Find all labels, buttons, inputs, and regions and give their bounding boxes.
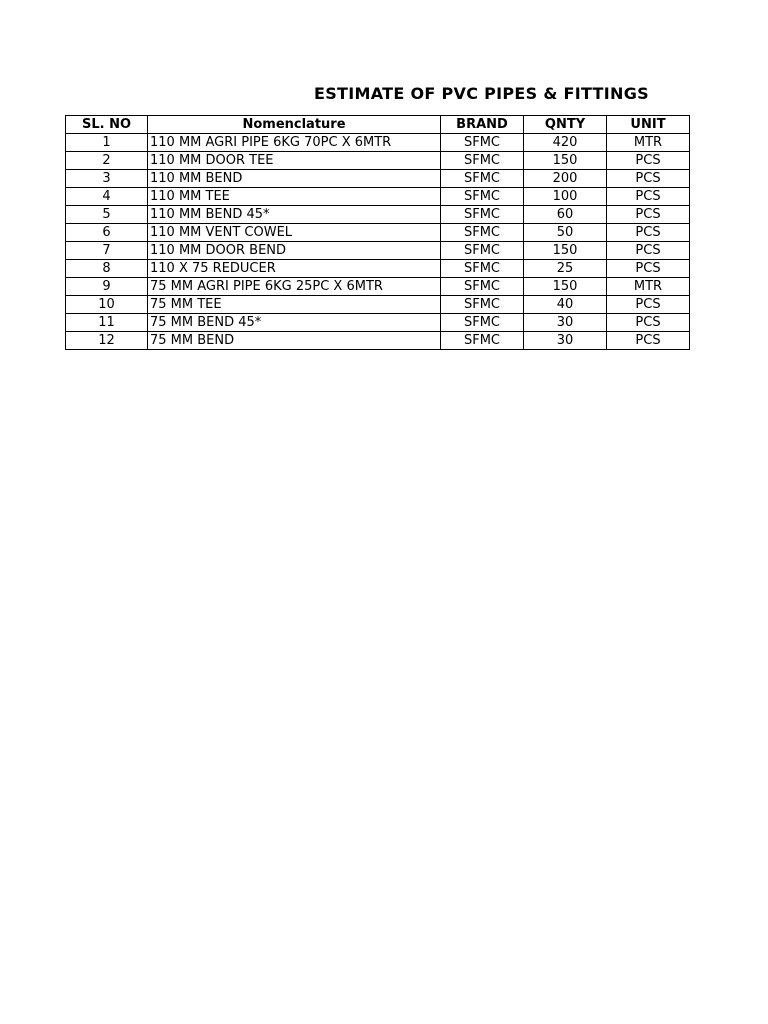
cell-sl-no: 12 [66,332,148,350]
table-row [66,296,690,314]
cell-qnty: 150 [524,152,607,170]
cell-qnty: 100 [524,188,607,206]
cell-nomenclature: 110 MM VENT COWEL [148,224,441,242]
cell-qnty: 150 [524,242,607,260]
cell-unit: PCS [607,224,690,242]
cell-sl-no: 2 [66,152,148,170]
cell-sl-no: 6 [66,224,148,242]
table-row [66,170,690,188]
cell-nomenclature: 75 MM AGRI PIPE 6KG 25PC X 6MTR [148,278,441,296]
cell-qnty: 420 [524,134,607,152]
cell-unit: MTR [607,134,690,152]
cell-unit: PCS [607,260,690,278]
cell-sl-no: 5 [66,206,148,224]
table-row [66,188,690,206]
cell-qnty: 200 [524,170,607,188]
cell-unit: MTR [607,278,690,296]
cell-sl-no: 3 [66,170,148,188]
table-row [66,278,690,296]
table-row [66,206,690,224]
cell-sl-no: 8 [66,260,148,278]
cell-nomenclature: 75 MM TEE [148,296,441,314]
header-nomenclature: Nomenclature [148,116,441,134]
cell-brand: SFMC [441,134,524,152]
header-sl-no: SL. NO [66,116,148,134]
cell-unit: PCS [607,332,690,350]
header-unit: UNIT [607,116,690,134]
header-qnty: QNTY [524,116,607,134]
table-row [66,260,690,278]
cell-unit: PCS [607,242,690,260]
table-row [66,134,690,152]
cell-brand: SFMC [441,314,524,332]
cell-sl-no: 1 [66,134,148,152]
cell-unit: PCS [607,296,690,314]
cell-nomenclature: 75 MM BEND [148,332,441,350]
table-header-row [66,116,690,134]
cell-sl-no: 7 [66,242,148,260]
header-brand: BRAND [441,116,524,134]
cell-brand: SFMC [441,206,524,224]
cell-qnty: 50 [524,224,607,242]
cell-qnty: 30 [524,314,607,332]
cell-brand: SFMC [441,260,524,278]
cell-nomenclature: 110 MM TEE [148,188,441,206]
cell-sl-no: 9 [66,278,148,296]
cell-brand: SFMC [441,242,524,260]
cell-qnty: 25 [524,260,607,278]
cell-nomenclature: 110 MM DOOR BEND [148,242,441,260]
cell-qnty: 150 [524,278,607,296]
cell-nomenclature: 110 MM DOOR TEE [148,152,441,170]
cell-brand: SFMC [441,332,524,350]
cell-sl-no: 10 [66,296,148,314]
cell-brand: SFMC [441,224,524,242]
estimate-table [65,115,690,350]
cell-brand: SFMC [441,170,524,188]
cell-unit: PCS [607,206,690,224]
table-row [66,242,690,260]
cell-nomenclature: 110 MM BEND [148,170,441,188]
cell-sl-no: 4 [66,188,148,206]
cell-brand: SFMC [441,278,524,296]
cell-qnty: 30 [524,332,607,350]
cell-nomenclature: 110 X 75 REDUCER [148,260,441,278]
cell-brand: SFMC [441,296,524,314]
document-title: ESTIMATE OF PVC PIPES & FITTINGS [314,84,649,103]
cell-unit: PCS [607,170,690,188]
cell-nomenclature: 75 MM BEND 45* [148,314,441,332]
cell-nomenclature: 110 MM BEND 45* [148,206,441,224]
cell-unit: PCS [607,188,690,206]
table-row [66,152,690,170]
cell-qnty: 40 [524,296,607,314]
cell-nomenclature: 110 MM AGRI PIPE 6KG 70PC X 6MTR [148,134,441,152]
cell-unit: PCS [607,152,690,170]
cell-qnty: 60 [524,206,607,224]
cell-brand: SFMC [441,152,524,170]
table-row [66,332,690,350]
table-row [66,314,690,332]
cell-unit: PCS [607,314,690,332]
cell-brand: SFMC [441,188,524,206]
cell-sl-no: 11 [66,314,148,332]
table-row [66,224,690,242]
